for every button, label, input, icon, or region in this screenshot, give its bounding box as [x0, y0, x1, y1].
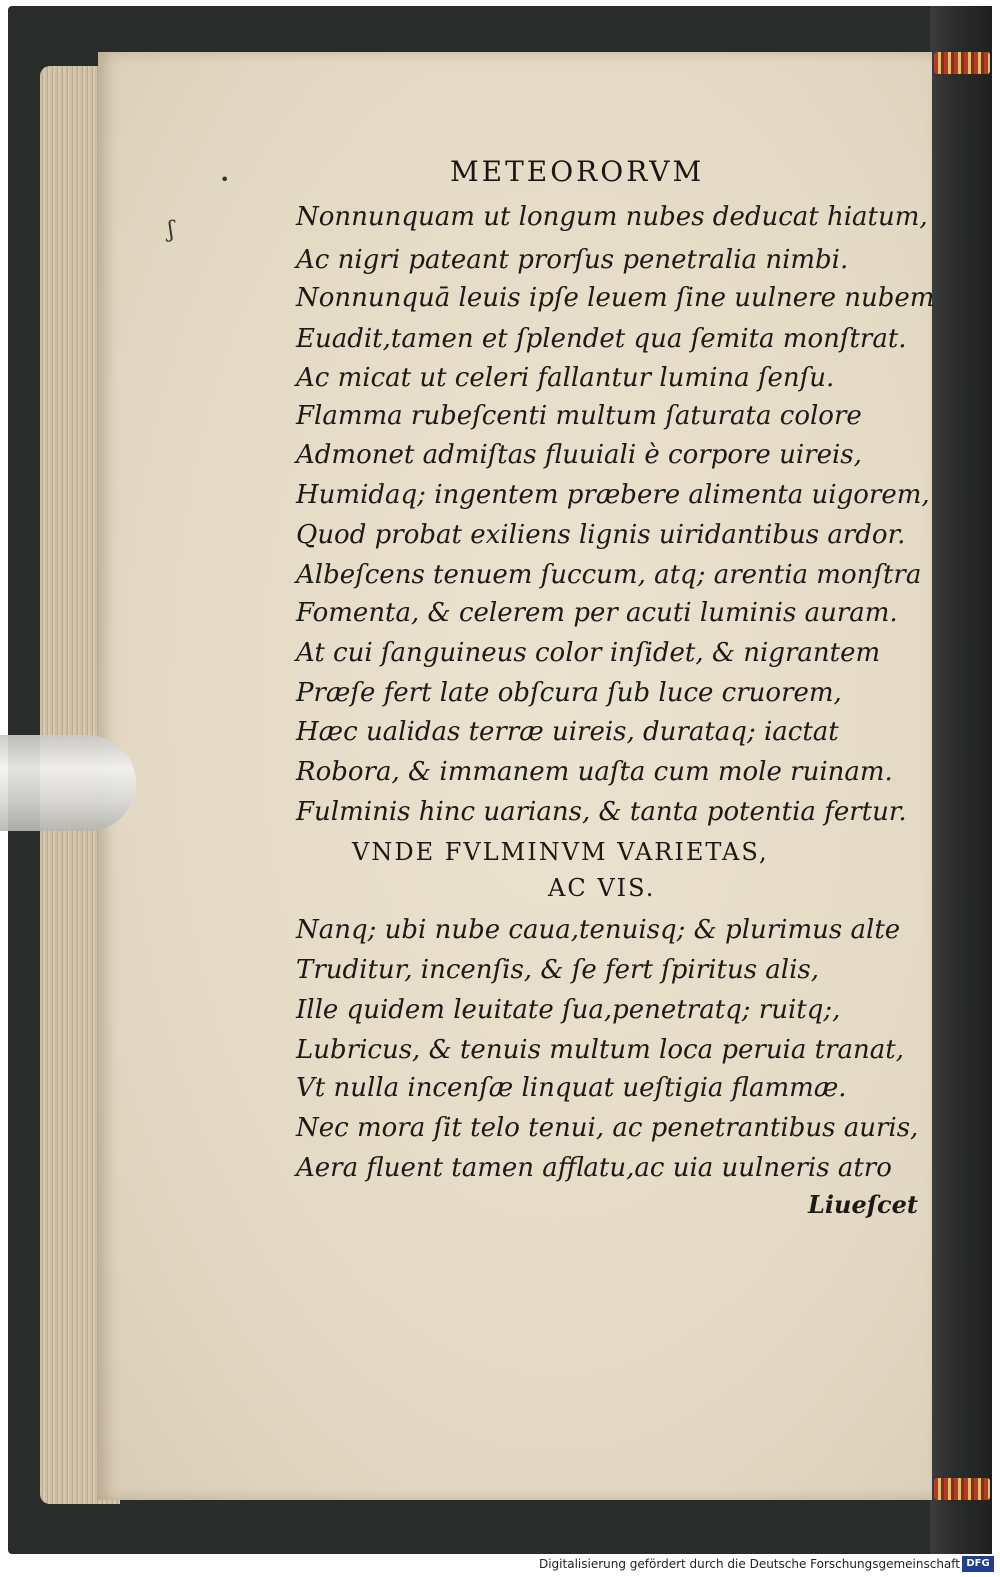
footer-credit: Digitalisierung gefördert durch die Deutsche Forschungsgemeinschaft [538, 1557, 960, 1571]
verse-line: Nanq; ubi nube caua,tenuisq; & plurimus alte [296, 915, 901, 945]
dfg-logo: DFG [962, 1556, 994, 1572]
verse-line: Aera fluent tamen afflatu,ac uia uulneris atro [296, 1153, 892, 1183]
clasp-strap [0, 735, 136, 831]
catchword: Liueſcet [808, 1190, 919, 1219]
verse-line: Nonnunquam ut longum nubes deducat hiatum, [296, 202, 928, 232]
verse-line: Lubricus, & tenuis multum loca peruia tranat, [296, 1035, 904, 1065]
section-title-continued: AC VIS. [548, 874, 656, 902]
verse-line: Fulminis hinc uarians, & tanta potentia fertur. [296, 797, 907, 827]
margin-mark: ʃ [168, 218, 174, 243]
verse-line: Hæc ualidas terræ uireis, durataq; iactat [296, 717, 839, 747]
verse-line: Flamma rubeſcenti multum ſaturata colore [296, 401, 862, 431]
verse-line: Præſe fert late obſcura ſub luce cruorem, [296, 678, 842, 708]
headband-bottom [934, 1478, 990, 1500]
headband-top [934, 52, 990, 74]
verse-line: Quod probat exiliens lignis uiridantibus ardor. [296, 520, 906, 550]
page-heading: METEORORVM [450, 155, 705, 188]
verse-line: Vt nulla incenſæ linquat ueſtigia flammæ. [296, 1073, 847, 1103]
verse-line: Ille quidem leuitate ſua,penetratq; ruitq;, [296, 995, 841, 1025]
verse-line: Admonet admiſtas fluuiali è corpore uireis, [296, 440, 862, 470]
verse-line: Ac nigri pateant prorſus penetralia nimbi. [296, 245, 849, 275]
verse-line: Nonnunquā leuis ipſe leuem ſine uulnere nubem [296, 283, 935, 313]
section-title: VNDE FVLMINVM VARIETAS, [352, 838, 769, 866]
verse-line: Nec mora ſit telo tenui, ac penetrantibus auris, [296, 1113, 919, 1143]
book-spine-edge [930, 6, 992, 1554]
ink-dot-mark: • [220, 170, 230, 189]
verse-line: Robora, & immanem uaſta cum mole ruinam. [296, 757, 893, 787]
verse-line: Truditur, incenſis, & ſe fert ſpiritus alis, [296, 955, 820, 985]
verse-line: At cui ſanguineus color inſidet, & nigrantem [296, 638, 881, 668]
verse-line: Ac micat ut celeri fallantur lumina ſenſu. [296, 363, 835, 393]
verse-line: Albeſcens tenuem ſuccum, atq; arentia monſtra [296, 560, 922, 590]
verse-line: Humidaq; ingentem præbere alimenta uigorem, [296, 480, 930, 510]
verse-line: Fomenta, & celerem per acuti luminis auram. [296, 598, 898, 628]
verse-line: Euadit,tamen et ſplendet qua ſemita monſtrat. [296, 324, 907, 354]
